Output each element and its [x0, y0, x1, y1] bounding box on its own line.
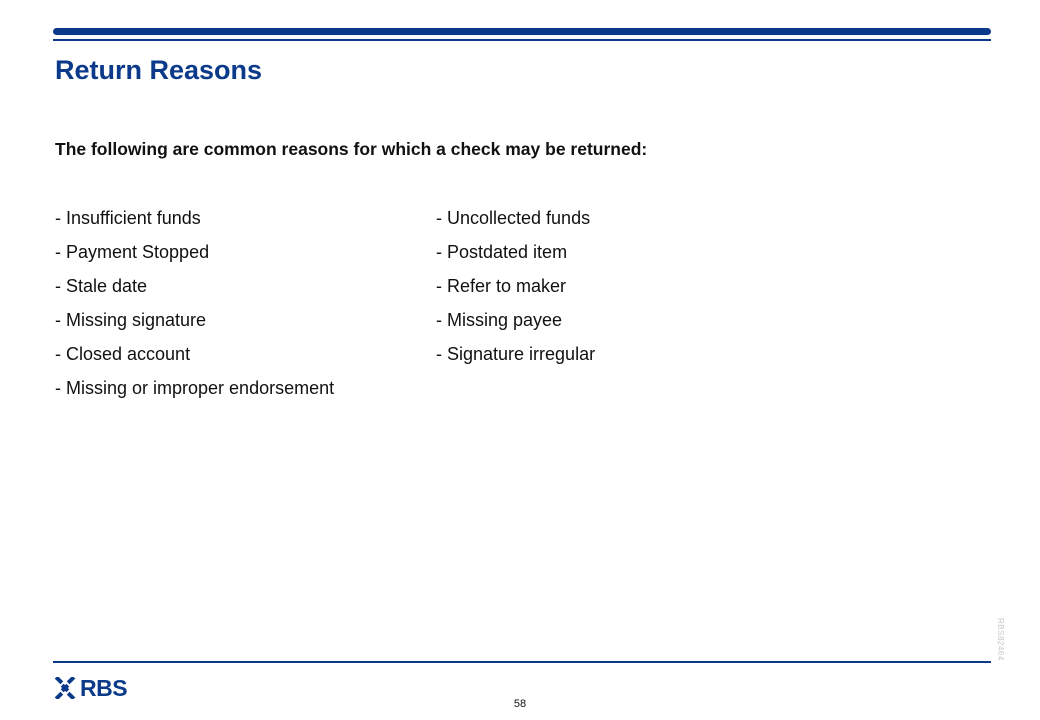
header-rule-thick [53, 28, 991, 35]
list-item: - Signature irregular [436, 344, 596, 364]
page-title: Return Reasons [55, 55, 263, 85]
list-item: - Uncollected funds [436, 208, 591, 228]
list-item: - Stale date [55, 276, 148, 296]
list-item: - Insufficient funds [55, 208, 201, 228]
intro-text: The following are common reasons for which a check may be returned: [55, 139, 648, 159]
reasons-list-right [436, 206, 595, 376]
header-rule-thin [53, 39, 991, 41]
list-item: - Missing or improper endorsement [55, 378, 335, 398]
list-item: - Refer to maker [436, 276, 567, 296]
list-item: - Missing payee [436, 310, 563, 330]
reasons-list-left [55, 206, 334, 410]
document-watermark: RBS82464 [996, 618, 1005, 661]
logo-wordmark: RBS [80, 675, 128, 701]
list-item: - Payment Stopped [55, 242, 210, 262]
list-item: - Closed account [55, 344, 191, 364]
footer-rule [53, 661, 991, 663]
rbs-daisy-wheel-icon [53, 677, 77, 699]
page-number: 58 [513, 698, 527, 710]
list-item: - Missing signature [55, 310, 207, 330]
list-item: - Postdated item [436, 242, 568, 262]
